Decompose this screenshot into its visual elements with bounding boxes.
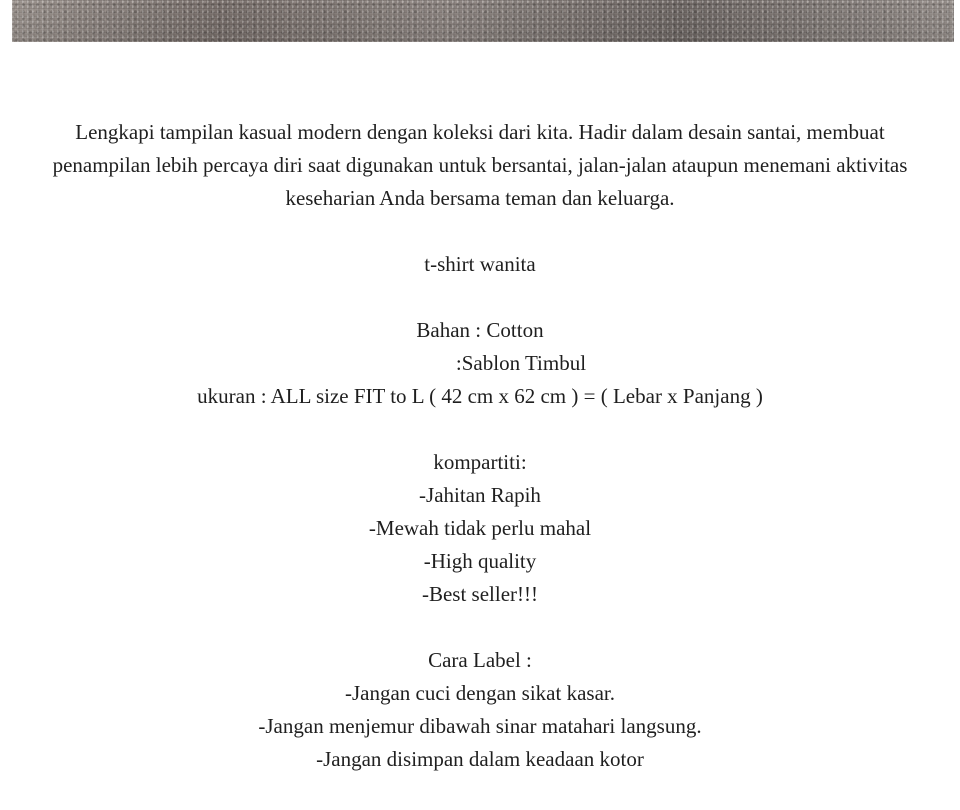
- product-type: t-shirt wanita: [424, 252, 536, 276]
- blank-line: [0, 215, 960, 248]
- intro-line-3: keseharian Anda bersama teman dan keluarga.: [285, 186, 675, 210]
- intro-line-1: Lengkapi tampilan kasual modern dengan koleksi dari kita. Hadir dalam desain santai, membuat: [75, 120, 885, 144]
- printing-spec: :Sablon Timbul: [455, 351, 587, 375]
- care-instruction: -Jangan cuci dengan sikat kasar.: [345, 681, 615, 705]
- feature-item: -Mewah tidak perlu mahal: [368, 516, 592, 540]
- blank-line: [0, 611, 960, 644]
- intro-line-2: penampilan lebih percaya diri saat digunakan untuk bersantai, jalan-jalan ataupun menemani aktivitas: [52, 153, 908, 177]
- care-instruction: -Jangan menjemur dibawah sinar matahari langsung.: [258, 714, 702, 738]
- feature-item: -Best seller!!!: [421, 582, 539, 606]
- care-heading: Cara Label :: [428, 648, 532, 672]
- care-instruction: -Jangan disimpan dalam keadaan kotor: [316, 747, 644, 771]
- product-image: [12, 0, 954, 42]
- feature-item: -Jahitan Rapih: [419, 483, 541, 507]
- feature-item: -High quality: [423, 549, 537, 573]
- product-description: [0, 116, 960, 776]
- blank-line: [0, 413, 960, 446]
- features-heading: kompartiti:: [433, 450, 527, 474]
- material-spec: Bahan : Cotton: [416, 318, 544, 342]
- size-spec: ukuran : ALL size FIT to L ( 42 cm x 62 cm ) = ( Lebar x Panjang ): [197, 384, 763, 408]
- blank-line: [0, 281, 960, 314]
